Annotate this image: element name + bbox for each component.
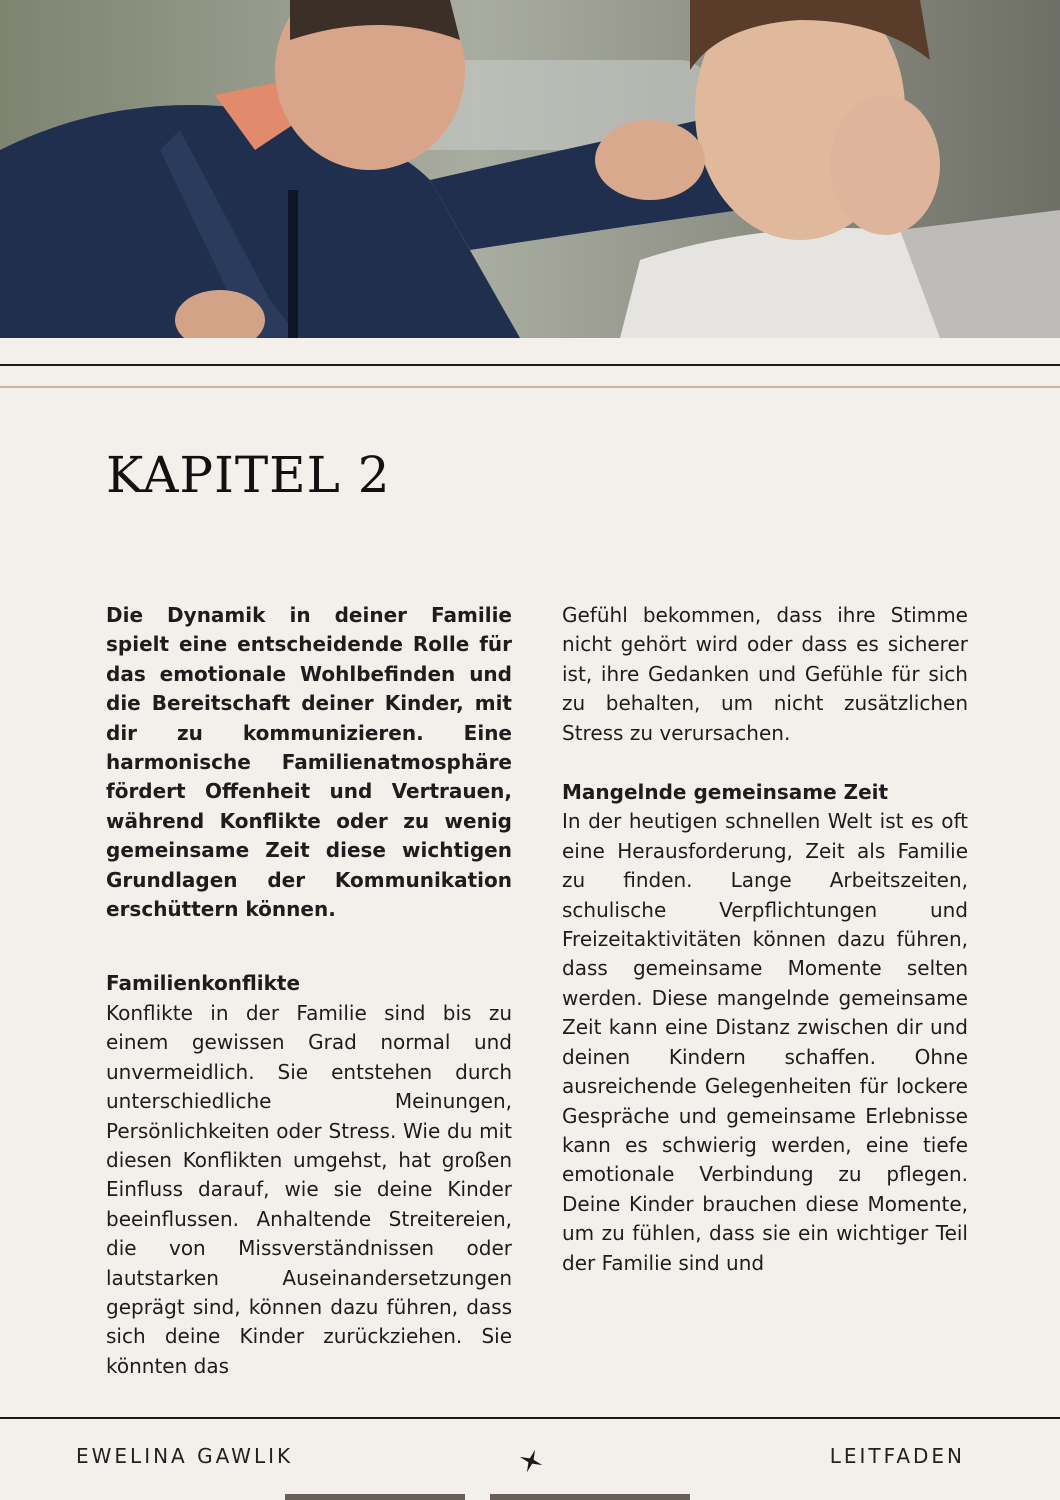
footer-author: EWELINA GAWLIK: [76, 1444, 294, 1468]
left-column: [106, 601, 512, 1381]
footer-label: LEITFADEN: [829, 1444, 965, 1468]
section-heading-gemeinsame-zeit: Mangelnde gemeinsame Zeit: [562, 780, 889, 805]
chapter-title: KAPITEL 2: [106, 446, 391, 504]
intro-paragraph: Die Dynamik in deiner Familie spielt eine entscheidende Rolle für das emotionale Wohlbefinden und die Bereitschaft deiner Kinder, mit dir zu kommunizieren. Eine harmonische Familienatmosphäre fördert Offenheit und Vertrauen, während Konflikte oder zu wenig gemeinsame Zeit diese wichtigen Grundlagen der Kommunikation erschüttern können.: [106, 603, 512, 922]
four-point-star-icon: [518, 1448, 544, 1474]
spacer: [106, 924, 512, 969]
section-heading-familienkonflikte: Familienkonflikte: [106, 971, 301, 996]
right-column: [562, 601, 968, 1278]
hero-photo: [0, 0, 1060, 338]
footer-rule: [0, 1417, 1060, 1419]
header-rule-dark: [0, 364, 1060, 366]
continuation-paragraph: Gefühl bekommen, dass ihre Stimme nicht gehört wird oder dass es sicherer ist, ihre Gedanken und Gefühle für sich zu behalten, um nicht zusätzlichen Stress zu verursachen.: [562, 603, 968, 745]
section-body-gemeinsame-zeit: In der heutigen schnellen Welt ist es oft eine Herausforderung, Zeit als Familie zu finden. Lange Arbeitszeiten, schulische Verpflichtungen und Freizeitaktivitäten können dazu führen, dass gemeinsame Momente selten werden. Diese mangelnde gemeinsame Zeit kann eine Distanz zwischen dir und deinen Kindern schaffen. Ohne ausreichende Gelegenheiten für lockere Gespräche und gemeinsame Erlebnisse kann es schwierig werden, eine tiefe emotionale Verbindung zu pflegen. Deine Kinder brauchen diese Momente, um zu fühlen, dass sie ein wichtiger Teil der Familie sind und: [562, 809, 968, 1275]
hero-illustration: [0, 0, 1060, 338]
bottom-photo-strip: [490, 1494, 690, 1500]
bottom-photo-strip: [285, 1494, 465, 1500]
spacer: [562, 748, 968, 778]
section-body-familienkonflikte: Konflikte in der Familie sind bis zu einem gewissen Grad normal und unvermeidlich. Sie entstehen durch unterschiedliche Meinungen, Persönlichkeiten oder Stress. Wie du mit diesen Konflikten umgehst, hat großen Einfluss darauf, wie sie deine Kinder beeinflussen. Anhaltende Streitereien, die von Missverständnissen oder lautstarken Auseinandersetzungen geprägt sind, können dazu führen, dass sich deine Kinder zurückziehen. Sie könnten das: [106, 1000, 512, 1378]
header-rule-tan: [0, 386, 1060, 388]
